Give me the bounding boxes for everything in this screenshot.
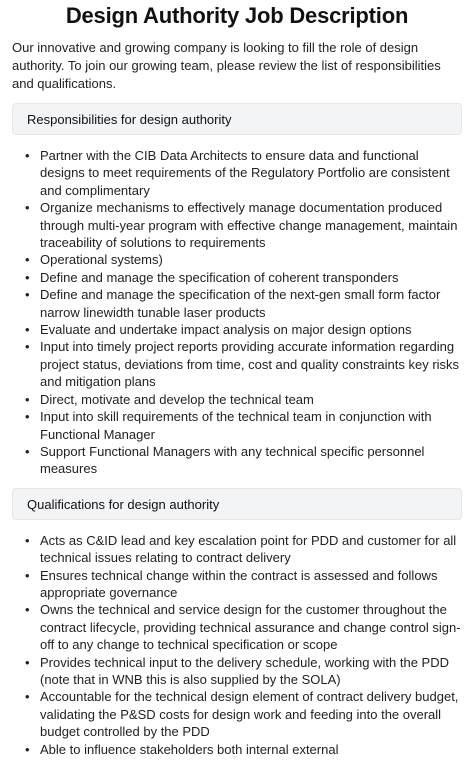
- page-title: Design Authority Job Description: [65, 3, 409, 28]
- list-item: • Direct, motivate and develop the technical team: [38, 391, 462, 408]
- list-item: • Acts as C&ID lead and key escalation point for PDD and customer for all technical issues relating to contract delivery: [38, 532, 462, 567]
- list-item: • Organize mechanisms to effectively manage documentation produced through multi-year program with effective change management, maintain traceability of solutions to requirements: [38, 199, 462, 251]
- list-item: • Operational systems): [38, 251, 462, 268]
- list-item: • Able to influence stakeholders both internal external: [38, 741, 462, 758]
- list-item: • Support Functional Managers with any technical specific personnel measures: [38, 443, 462, 478]
- list-item: • Accountable for the technical design element of contract delivery budget, validating the P&SD costs for design work and feeding into the overall budget controlled by the PDD: [38, 688, 462, 740]
- list-item: • Partner with the CIB Data Architects to ensure data and functional designs to meet requirements of the Regulatory Portfolio are consistent and complimentary: [38, 147, 462, 199]
- qualifications-header: Qualifications for design authority: [12, 488, 462, 520]
- list-item: • Evaluate and undertake impact analysis on major design options: [38, 321, 462, 338]
- responsibilities-header: Responsibilities for design authority: [12, 103, 462, 135]
- list-item: • Provides technical input to the delivery schedule, working with the PDD (note that in WNB this is also supplied by the SOLA): [38, 654, 462, 689]
- qualifications-list: [12, 532, 462, 758]
- list-item: • Input into skill requirements of the technical team in conjunction with Functional Manager: [38, 408, 462, 443]
- responsibilities-list: [12, 147, 462, 478]
- list-item: • Ensures technical change within the contract is assessed and follows appropriate governance: [38, 567, 462, 602]
- list-item: • Define and manage the specification of coherent transponders: [38, 269, 462, 286]
- intro-paragraph: Our innovative and growing company is looking to fill the role of design authority. To join our growing team, please review the list of responsibilities and qualifications.: [12, 40, 441, 91]
- list-item: • Owns the technical and service design for the customer throughout the contract lifecycle, providing technical assurance and change control sign-off to any change to technical specification or scope: [38, 601, 462, 653]
- list-item: • Input into timely project reports providing accurate information regarding project status, deviations from time, cost and quality constraints key risks and mitigation plans: [38, 338, 462, 390]
- list-item: • Define and manage the specification of the next-gen small form factor narrow linewidth tunable laser products: [38, 286, 462, 321]
